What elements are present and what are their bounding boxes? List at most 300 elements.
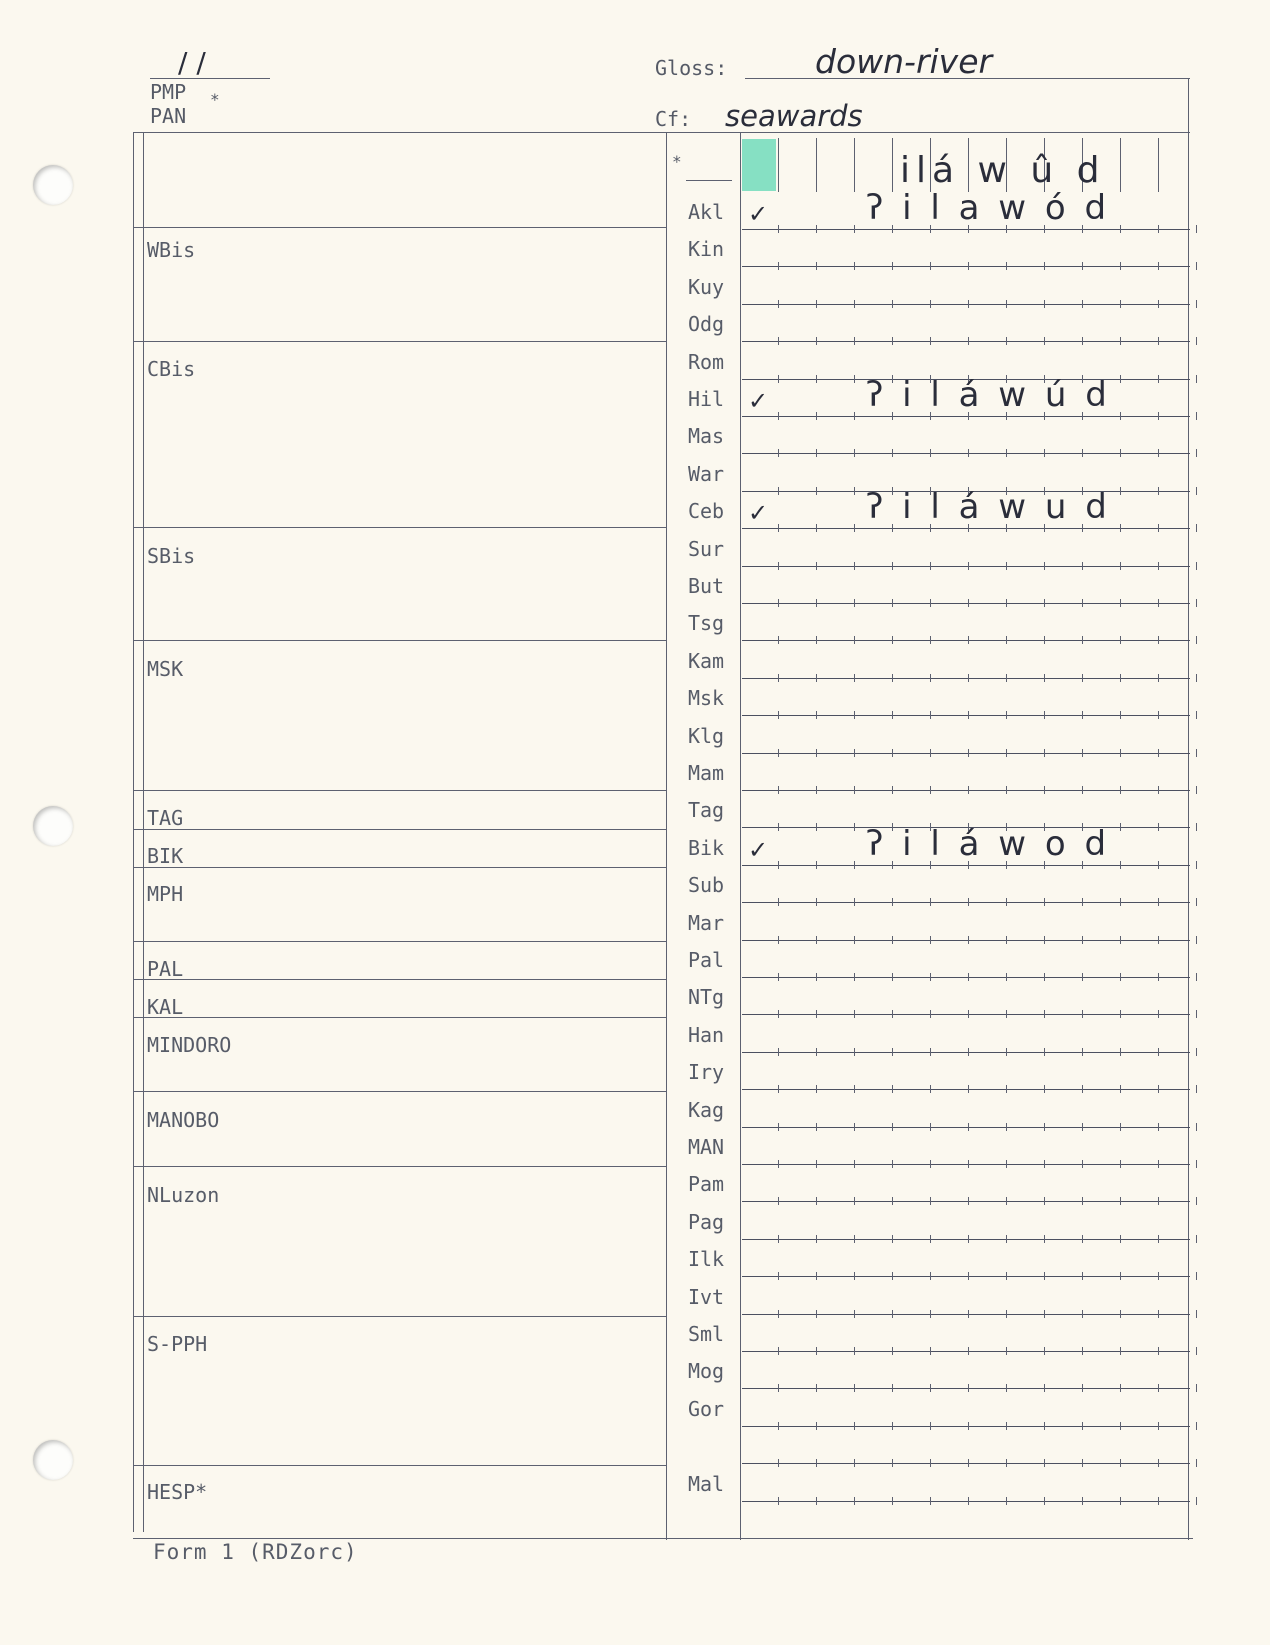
tick-mark (1158, 1048, 1159, 1056)
language-row-rule (742, 977, 1190, 978)
tick-mark (1006, 1085, 1007, 1093)
tick-mark (968, 1459, 969, 1467)
tick-mark (1120, 861, 1121, 869)
cf-label: Cf: (655, 107, 692, 131)
tick-mark (778, 898, 779, 906)
language-abbr: Mog (687, 1359, 725, 1384)
tick-mark (1044, 1197, 1045, 1205)
tick-mark (816, 711, 817, 719)
tick-mark (1120, 1010, 1121, 1018)
tick-mark (1044, 562, 1045, 570)
tick-mark (1044, 1010, 1045, 1018)
tick-mark (892, 636, 893, 644)
tick-mark (1196, 898, 1197, 906)
language-row-rule (742, 1164, 1190, 1165)
tick-mark (778, 375, 779, 383)
tick-mark (968, 674, 969, 682)
tick-mark (1158, 674, 1159, 682)
group-label: MSK (147, 657, 184, 681)
tick-mark (892, 898, 893, 906)
tick-mark (816, 1197, 817, 1205)
tick-mark (892, 1310, 893, 1318)
tick-mark (968, 562, 969, 570)
tick-mark (1196, 1160, 1197, 1168)
tick-mark (1044, 1048, 1045, 1056)
tick-mark (968, 1123, 969, 1131)
group-label: CBis (147, 357, 196, 381)
language-row-rule (742, 266, 1190, 267)
language-abbr: Msk (687, 686, 725, 711)
tick-mark (892, 1422, 893, 1430)
tick-mark (778, 786, 779, 794)
tick-mark (892, 1497, 893, 1505)
tick-mark (1196, 262, 1197, 270)
tick-mark (1196, 711, 1197, 719)
language-row-rule (742, 1276, 1190, 1277)
tick-mark (1158, 337, 1159, 345)
language-abbr: Akl (687, 200, 725, 224)
tick-mark (854, 1497, 855, 1505)
tick-mark (1082, 1160, 1083, 1168)
tick-mark (930, 1347, 931, 1355)
tick-mark (1044, 1160, 1045, 1168)
tick-mark (778, 749, 779, 757)
tick-mark (930, 1310, 931, 1318)
frame-left-inner (143, 132, 144, 1532)
tick-mark (1196, 225, 1197, 233)
slash-underline (150, 78, 270, 79)
tick-mark (892, 674, 893, 682)
tick-mark (1006, 262, 1007, 270)
cognate-form: ʔ i l á w o d (866, 823, 1111, 864)
tick-mark (854, 599, 855, 607)
tick-mark (816, 562, 817, 570)
tick-mark (930, 973, 931, 981)
tick-mark (778, 1235, 779, 1243)
tick-mark (816, 1347, 817, 1355)
tick-mark (1120, 562, 1121, 570)
tick-mark (778, 300, 779, 308)
group-label: NLuzon (147, 1183, 220, 1207)
group-divider (133, 979, 666, 980)
group-divider (133, 1316, 666, 1317)
tick-mark (930, 1123, 931, 1131)
language-abbr: Kag (687, 1097, 725, 1122)
tick-mark (778, 636, 779, 644)
tick-mark (854, 786, 855, 794)
tick-mark (892, 1085, 893, 1093)
tick-mark (968, 749, 969, 757)
language-abbr: Sub (687, 873, 725, 898)
tick-mark (1158, 711, 1159, 719)
tick-mark (892, 936, 893, 944)
tick-mark (892, 1048, 893, 1056)
cf-value: seawards (725, 99, 863, 133)
language-row-rule (742, 790, 1190, 791)
tick-mark (1006, 1197, 1007, 1205)
tick-mark (816, 262, 817, 270)
group-divider (133, 829, 666, 830)
tick-mark (816, 1422, 817, 1430)
tick-mark (854, 636, 855, 644)
tick-mark (1120, 1384, 1121, 1392)
tick-mark (1158, 1235, 1159, 1243)
group-divider (133, 640, 666, 641)
tick-mark (1196, 973, 1197, 981)
tick-mark (1006, 1422, 1007, 1430)
tick-mark (854, 524, 855, 532)
tick-mark (1082, 599, 1083, 607)
language-abbr: War (687, 461, 725, 486)
tick-mark (930, 1010, 931, 1018)
tick-mark (892, 749, 893, 757)
proto-asterisk: * (672, 152, 682, 171)
gloss-value: down-river (815, 42, 993, 81)
tick-mark (816, 225, 817, 233)
language-row-rule (742, 603, 1190, 604)
group-label: S-PPH (147, 1332, 208, 1356)
tick-mark (1196, 599, 1197, 607)
tick-mark (854, 861, 855, 869)
tick-mark (816, 1123, 817, 1131)
frame-right (1188, 132, 1189, 1540)
tick-mark (1006, 1310, 1007, 1318)
tick-mark (1006, 1048, 1007, 1056)
tick-mark (892, 562, 893, 570)
language-row-rule (742, 528, 1190, 529)
binder-hole (33, 165, 73, 205)
tick-mark (1120, 1048, 1121, 1056)
tick-mark (778, 524, 779, 532)
cognate-form: ʔ i l á w ú d (866, 375, 1111, 415)
tick-mark (1196, 1123, 1197, 1131)
language-abbr: Mas (687, 424, 725, 449)
tick-mark (1120, 599, 1121, 607)
tick-mark (1082, 936, 1083, 944)
tick-mark (1082, 786, 1083, 794)
tick-mark (892, 711, 893, 719)
group-divider (133, 1465, 666, 1466)
group-label: MINDORO (147, 1033, 232, 1057)
tick-mark (1196, 412, 1197, 420)
tick-mark (1044, 1422, 1045, 1430)
tick-mark (892, 337, 893, 345)
tick-mark (892, 300, 893, 308)
tick-mark (778, 973, 779, 981)
slash-marks: / / (178, 46, 206, 79)
tick-mark (1196, 636, 1197, 644)
tick-mark (778, 1459, 779, 1467)
tick-mark (892, 1235, 893, 1243)
tick-mark (1158, 898, 1159, 906)
group-divider (133, 1017, 666, 1018)
tick-mark (816, 412, 817, 420)
tick-mark (854, 1197, 855, 1205)
tick-mark (930, 898, 931, 906)
language-abbr: Pal (687, 948, 725, 972)
tick-mark (854, 1235, 855, 1243)
tick-mark (1158, 786, 1159, 794)
tick-mark (968, 786, 969, 794)
language-row-rule (742, 566, 1190, 567)
tick-mark (1006, 599, 1007, 607)
proto-cell-divider (816, 138, 817, 192)
tick-mark (968, 711, 969, 719)
tick-mark (1044, 262, 1045, 270)
proto-cell-divider (854, 138, 855, 192)
tick-mark (930, 711, 931, 719)
tick-mark (968, 1048, 969, 1056)
tick-mark (1082, 1384, 1083, 1392)
tick-mark (968, 337, 969, 345)
tick-mark (968, 449, 969, 457)
language-abbr: Ivt (687, 1284, 725, 1309)
tick-mark (1006, 1347, 1007, 1355)
tick-mark (1196, 861, 1197, 869)
tick-mark (854, 1010, 855, 1018)
tick-mark (1120, 898, 1121, 906)
language-row-rule (742, 304, 1190, 305)
tick-mark (816, 936, 817, 944)
language-abbr: Mar (687, 910, 725, 935)
tick-mark (1006, 1123, 1007, 1131)
tick-mark (1158, 1197, 1159, 1205)
pmp-asterisk: * (210, 90, 220, 109)
language-abbr: Sml (687, 1322, 725, 1346)
tick-mark (1120, 1272, 1121, 1280)
tick-mark (968, 1197, 969, 1205)
check-mark: ✓ (748, 387, 769, 415)
tick-mark (1120, 225, 1121, 233)
tick-mark (778, 1010, 779, 1018)
group-label: PAL (147, 957, 184, 981)
tick-mark (892, 1010, 893, 1018)
pmp-label: PMP (150, 80, 187, 104)
tick-mark (1006, 936, 1007, 944)
tick-mark (930, 1048, 931, 1056)
proto-form: ilá w û d (900, 150, 1106, 191)
tick-mark (816, 1272, 817, 1280)
tick-mark (1196, 1272, 1197, 1280)
tick-mark (1082, 337, 1083, 345)
tick-mark (892, 1384, 893, 1392)
tick-mark (778, 1384, 779, 1392)
tick-mark (1082, 1310, 1083, 1318)
tick-mark (1158, 412, 1159, 420)
tick-mark (854, 898, 855, 906)
tick-mark (1044, 1384, 1045, 1392)
language-abbr: But (687, 574, 725, 598)
tick-mark (1196, 1310, 1197, 1318)
tick-mark (778, 1160, 779, 1168)
language-row-rule (742, 1127, 1190, 1128)
tick-mark (1158, 823, 1159, 831)
language-abbr: Iry (687, 1060, 725, 1085)
tick-mark (1158, 1160, 1159, 1168)
tick-mark (1044, 449, 1045, 457)
tick-mark (1044, 1235, 1045, 1243)
tick-mark (1158, 375, 1159, 383)
tick-mark (930, 1160, 931, 1168)
language-row-rule (742, 865, 1190, 866)
tick-mark (1158, 300, 1159, 308)
tick-mark (968, 1085, 969, 1093)
tick-mark (778, 1422, 779, 1430)
language-abbr: Ilk (687, 1247, 725, 1272)
tick-mark (854, 1310, 855, 1318)
tick-mark (1044, 898, 1045, 906)
group-divider (133, 941, 666, 942)
tick-mark (1044, 300, 1045, 308)
tick-mark (816, 1310, 817, 1318)
tick-mark (816, 337, 817, 345)
tick-mark (1196, 524, 1197, 532)
tick-mark (1044, 636, 1045, 644)
group-label: WBis (147, 238, 196, 262)
tick-mark (816, 786, 817, 794)
tick-mark (930, 936, 931, 944)
tick-mark (1044, 1459, 1045, 1467)
tick-mark (1082, 674, 1083, 682)
language-abbr: NTg (687, 985, 725, 1010)
frame-abbr-right (740, 132, 741, 1540)
tick-mark (1082, 1010, 1083, 1018)
tick-mark (892, 1197, 893, 1205)
tick-mark (892, 1123, 893, 1131)
tick-mark (1120, 823, 1121, 831)
tick-mark (1158, 936, 1159, 944)
tick-mark (1006, 1497, 1007, 1505)
tick-mark (1120, 1197, 1121, 1205)
tick-mark (854, 711, 855, 719)
tick-mark (968, 1235, 969, 1243)
language-abbr: Mam (687, 761, 725, 785)
tick-mark (816, 674, 817, 682)
tick-mark (892, 973, 893, 981)
tick-mark (1196, 1347, 1197, 1355)
tick-mark (1006, 1272, 1007, 1280)
tick-mark (778, 1497, 779, 1505)
binder-hole (33, 806, 73, 846)
tick-mark (968, 1422, 969, 1430)
tick-mark (1120, 1310, 1121, 1318)
group-label: MANOBO (147, 1108, 220, 1132)
tick-mark (854, 1085, 855, 1093)
tick-mark (1120, 711, 1121, 719)
tick-mark (854, 562, 855, 570)
tick-mark (854, 1160, 855, 1168)
tick-mark (1082, 262, 1083, 270)
proto-underline (686, 180, 732, 181)
tick-mark (816, 1085, 817, 1093)
language-abbr: Kam (687, 648, 725, 673)
tick-mark (816, 599, 817, 607)
tick-mark (1082, 562, 1083, 570)
language-abbr: Ceb (687, 499, 725, 524)
tick-mark (1006, 973, 1007, 981)
frame-left-outer (133, 132, 134, 1532)
tick-mark (816, 1384, 817, 1392)
language-row-rule (742, 715, 1190, 716)
tick-mark (1196, 1010, 1197, 1018)
tick-mark (854, 1272, 855, 1280)
tick-mark (1196, 823, 1197, 831)
tick-mark (816, 1235, 817, 1243)
tick-mark (1082, 1272, 1083, 1280)
tick-mark (816, 1497, 817, 1505)
frame-top (133, 132, 1190, 133)
tick-mark (930, 1422, 931, 1430)
cognate-form: ʔ i l á w u d (866, 487, 1111, 528)
tick-mark (892, 1347, 893, 1355)
tick-mark (1044, 936, 1045, 944)
tick-mark (1196, 1422, 1197, 1430)
tick-mark (1006, 898, 1007, 906)
tick-mark (892, 449, 893, 457)
language-abbr: MAN (687, 1135, 725, 1159)
tick-mark (778, 487, 779, 495)
tick-mark (930, 1272, 931, 1280)
tick-mark (854, 1048, 855, 1056)
tick-mark (968, 599, 969, 607)
tick-mark (854, 973, 855, 981)
tick-mark (930, 337, 931, 345)
tick-mark (1044, 1347, 1045, 1355)
tick-mark (1006, 1459, 1007, 1467)
tick-mark (1158, 1459, 1159, 1467)
tick-mark (1044, 711, 1045, 719)
tick-mark (968, 1384, 969, 1392)
language-row-rule (742, 453, 1190, 454)
tick-mark (968, 262, 969, 270)
tick-mark (1120, 1085, 1121, 1093)
tick-mark (778, 1272, 779, 1280)
tick-mark (1196, 562, 1197, 570)
tick-mark (892, 262, 893, 270)
tick-mark (778, 1197, 779, 1205)
group-divider (133, 867, 666, 868)
tick-mark (1120, 1497, 1121, 1505)
tick-mark (1158, 973, 1159, 981)
tick-mark (1044, 1272, 1045, 1280)
tick-mark (1006, 1235, 1007, 1243)
tick-mark (1196, 300, 1197, 308)
tick-mark (1120, 449, 1121, 457)
tick-mark (778, 599, 779, 607)
tick-mark (816, 1010, 817, 1018)
language-abbr: Gor (687, 1396, 725, 1421)
tick-mark (854, 749, 855, 757)
tick-mark (854, 674, 855, 682)
tick-mark (892, 786, 893, 794)
tick-mark (1082, 1085, 1083, 1093)
tick-mark (1120, 1459, 1121, 1467)
tick-mark (1044, 337, 1045, 345)
tick-mark (778, 823, 779, 831)
tick-mark (1196, 375, 1197, 383)
language-abbr: Rom (687, 349, 725, 374)
tick-mark (1158, 1310, 1159, 1318)
tick-mark (1006, 636, 1007, 644)
tick-mark (1120, 412, 1121, 420)
language-row-rule (742, 1089, 1190, 1090)
language-row-rule (742, 1426, 1190, 1427)
tick-mark (1082, 300, 1083, 308)
tick-mark (1082, 1235, 1083, 1243)
tick-mark (1082, 1347, 1083, 1355)
tick-mark (778, 1048, 779, 1056)
tick-mark (1006, 749, 1007, 757)
